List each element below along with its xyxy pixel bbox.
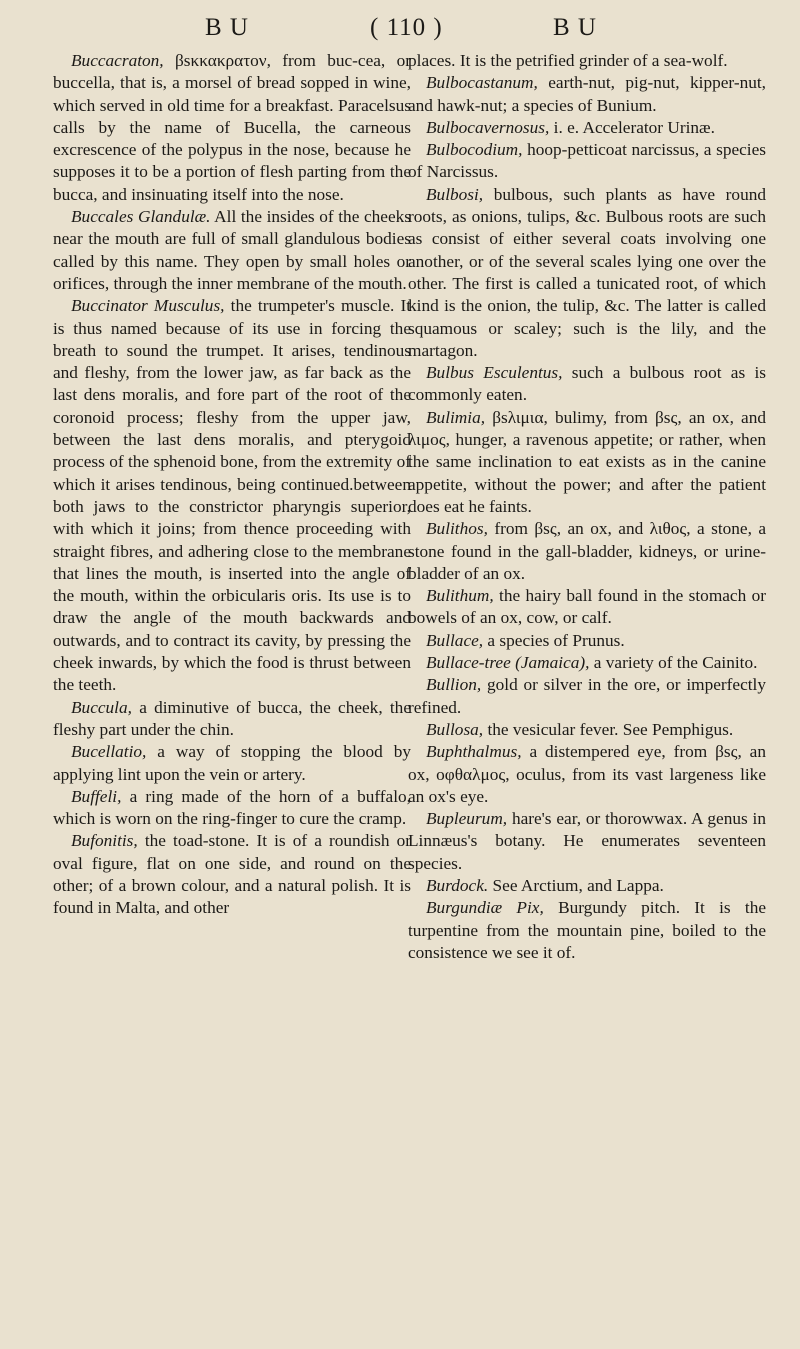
definition: from βsς, an ox, and λιθος, a stone, a stone found in the gall-bladder, kidneys, or urine-bladder of an ox. (408, 519, 766, 583)
definition: gold or silver in the ore, or imperfectly refined. (408, 675, 766, 717)
definition: See Arctium, and Lappa. (488, 875, 664, 895)
entry (408, 630, 766, 652)
headword: Burgundiæ Pix, (426, 898, 544, 918)
definition: a variety of the Cainito. (589, 653, 758, 673)
right-column (408, 50, 766, 964)
headword: Buccales Glandulæ. (71, 207, 211, 227)
definition: a species of Prunus. (483, 630, 625, 650)
headword: Bupleurum, (426, 809, 508, 829)
headword: Bullosa, (426, 719, 484, 739)
headword: Bulbocodium, (426, 140, 523, 160)
entry (408, 719, 766, 741)
headword: Bullace-tree (Jamaica), (426, 653, 590, 673)
headword: Bulithos, (426, 519, 488, 539)
definition: a distempered eye, from βsς, an ox, οφθαλμος, oculus, from its vast largeness like an ox's eye. (408, 742, 766, 806)
entry (408, 875, 766, 897)
definition: the trumpeter's muscle. It is thus named because of its use in forcing the breath to sound the trumpet. It arises, tendinous and fleshy, from the lower jaw, as far back as the last dens moralis, and fore part of the root of the coronoid process; fleshy from the upper jaw, between the last dens moralis, and pterygoid process of the sphenoid bone, from the extremity of which it arises tendinous, being continued.between both jaws to the constrictor pharyngis superior, with which it joins; from thence proceeding with straight fibres, and adhering close to the membrane that lines the mouth, is inserted into the angle of the mouth, within the orbicularis oris. Its use is to draw the angle of the mouth backwards and outwards, and to contract its cavity, by pressing the cheek inwards, by which the food is thrust between the teeth. (53, 296, 412, 695)
headword: Bucellatio, (71, 742, 147, 762)
entry (53, 206, 411, 295)
definition: the vesicular fever. See Pemphigus. (483, 719, 734, 739)
headword: Bulbosi, (426, 184, 484, 204)
headword: Bufonitis, (71, 831, 138, 851)
entry (408, 184, 766, 362)
headword: Buccinator Musculus, (71, 296, 225, 316)
definition: All the insides of the cheeks near the mouth are full of small glandulous bodies called by this name. They open by small holes or orifices, through the inner membrane of the mouth. (53, 207, 411, 293)
entry (408, 362, 766, 407)
definition: i. e. Accelerator Urinæ. (549, 117, 715, 137)
headword: Bulbocastanum, (426, 73, 538, 93)
definition: earth-nut, pig-nut, kipper-nut, and hawk-nut; a species of Bunium. (408, 73, 766, 115)
definition: the toad-stone. It is of a roundish or oval figure, flat on one side, and round on the other; of a brown colour, and a natural polish. It is found in Malta, and other (53, 831, 411, 918)
page-number: ( 110 ) (370, 14, 443, 41)
entry (408, 407, 766, 518)
headword: Buccacraton, (71, 51, 164, 70)
entry (53, 741, 411, 786)
entry (53, 786, 411, 831)
entry (408, 139, 766, 184)
entry (53, 697, 411, 742)
headword: Burdock. (426, 875, 489, 895)
definition: a ring made of the horn of a buffalo, which is worn on the ring-finger to cure the cramp. (53, 786, 411, 829)
definition: the hairy ball found in the stomach or bowels of an ox, cow, or calf. (408, 586, 766, 628)
entry (53, 295, 411, 696)
definition: a way of stopping the blood by applying lint upon the vein or artery. (53, 742, 411, 784)
headword: Buccula, (71, 697, 132, 717)
entry (53, 830, 411, 919)
entry (408, 50, 766, 72)
definition: a diminutive of bucca, the cheek, the fleshy part under the chin. (53, 697, 411, 739)
definition: hoop-petticoat narcissus, a species of Narcissus. (408, 140, 766, 182)
headword: Bulbus Esculentus, (426, 363, 563, 383)
definition: places. It is the petrified grinder of a sea-wolf. (408, 51, 728, 70)
entry (408, 72, 766, 117)
definition: Burgundy pitch. It is the turpentine from the mountain pine, boiled to the consistence we see it of. (408, 898, 767, 962)
headword: Bulbocavernosus, (426, 117, 550, 137)
headword: Buphthalmus, (426, 742, 522, 762)
entry (408, 808, 766, 875)
header-left: B U (205, 14, 249, 41)
headword: Bullion, (426, 675, 482, 695)
definition: such a bulbous root as is commonly eaten. (408, 363, 766, 405)
entry (53, 50, 411, 206)
running-header (0, 14, 800, 48)
left-column (53, 50, 411, 920)
entry (408, 897, 766, 964)
definition: βsκκακρατον, from buc-cea, or buccella, that is, a morsel of bread sopped in wine, which served in old time for a breakfast. Paracelsus calls by the name of Bucella, the carneous excrescence of the polypus in the nose, because he supposes it to be a portion of flesh parting from the bucca, and insinuating itself into the nose. (53, 51, 411, 204)
definition: hare's ear, or thorowwax. A genus in Linnæus's botany. He enumerates seventeen species. (408, 809, 766, 873)
entry (408, 518, 766, 585)
headword: Bullace, (426, 630, 484, 650)
entry (408, 674, 766, 719)
definition: bulbous, such plants as have round roots, as onions, tulips, &c. Bulbous roots are such as consist of either several coats involving one another, or of the several scales lying one over the other. The first is called a tunicated root, of which kind is the onion, the tulip, &c. The latter is called squamous or scaley; such is the lily, and the martagon. (408, 184, 766, 360)
entry (408, 741, 766, 808)
headword: Buffeli, (71, 786, 122, 806)
entry (408, 117, 766, 139)
header-right: B U (553, 14, 597, 41)
headword: Bulimia, (426, 407, 486, 427)
headword: Bulithum, (426, 586, 494, 606)
definition: βsλιμια, bulimy, from βsς, an ox, and λιμος, hunger, a ravenous appetite; or rather, when the same inclination to eat exists as in the canine appetite, without the power; and after the patient does eat he faints. (408, 407, 766, 516)
entry (408, 585, 766, 630)
entry (408, 652, 766, 674)
